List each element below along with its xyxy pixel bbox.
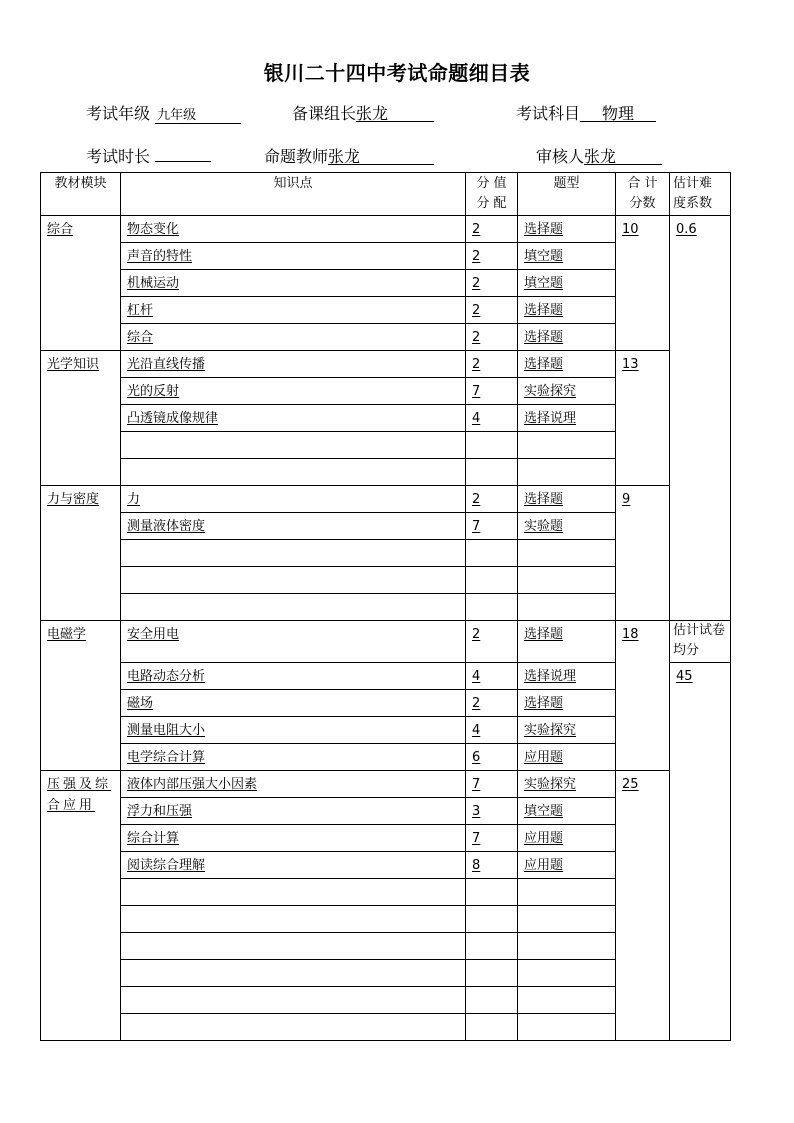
module-cell [41,771,121,1041]
page-title: 银川二十四中考试命题细目表 [263,61,531,85]
type-cell [518,690,616,717]
knowledge-cell [121,486,466,513]
grade-value: 九年级 [155,108,241,124]
score-cell [466,567,518,594]
score-cell [466,459,518,486]
type-text: 选择题 [524,303,564,318]
score-text: 4 [472,669,481,684]
knowledge-text: 阅读综合理解 [127,858,206,873]
type-cell [518,879,616,906]
score-text: 7 [472,777,481,792]
type-text: 选择说理 [524,411,577,426]
col-type: 题型 [518,173,616,216]
col-score-line1: 分 值 [476,176,507,191]
reviewer-field [536,144,662,167]
table-row [41,351,731,378]
knowledge-text: 电路动态分析 [127,669,206,684]
knowledge-cell [121,432,466,459]
type-cell [518,621,616,663]
knowledge-cell [121,879,466,906]
score-cell [466,513,518,540]
subject-value: 物理 [580,106,656,122]
score-text: 2 [472,330,481,345]
type-text: 应用题 [524,831,564,846]
score-cell [466,717,518,744]
type-cell [518,270,616,297]
score-cell [466,216,518,243]
knowledge-text: 浮力和压强 [127,804,193,819]
col-knowledge: 知识点 [121,173,466,216]
table-header-row [41,173,731,216]
table-row [41,216,731,243]
knowledge-cell [121,243,466,270]
type-text: 选择题 [524,627,564,642]
knowledge-cell [121,798,466,825]
avg-value: 45 [676,669,693,684]
type-cell [518,405,616,432]
score-text: 6 [472,750,481,765]
knowledge-cell [121,825,466,852]
knowledge-text: 光的反射 [127,384,180,399]
type-cell [518,567,616,594]
type-cell [518,297,616,324]
module-cell [41,351,121,486]
avg-value-cell [670,663,731,1041]
subject-field [516,101,656,124]
knowledge-cell [121,540,466,567]
total-text: 25 [622,777,639,792]
col-total-line1: 合 计 [627,176,658,191]
type-text: 选择题 [524,330,564,345]
total-text: 13 [622,357,639,372]
col-module: 教材模块 [41,173,121,216]
type-cell [518,486,616,513]
knowledge-cell [121,906,466,933]
module-cell [41,621,121,771]
knowledge-text: 声音的特性 [127,249,193,264]
type-text: 实验探究 [524,777,577,792]
grade-label: 考试年级 [86,104,151,123]
score-text: 3 [472,804,481,819]
type-cell [518,459,616,486]
knowledge-cell [121,621,466,663]
type-cell [518,825,616,852]
type-cell [518,432,616,459]
type-cell [518,771,616,798]
knowledge-cell [121,663,466,690]
type-cell [518,540,616,567]
knowledge-cell [121,324,466,351]
score-cell [466,933,518,960]
type-text: 填空题 [524,249,564,264]
knowledge-cell [121,690,466,717]
score-text: 7 [472,519,481,534]
col-difficulty-line1: 估计难 [673,176,713,191]
knowledge-cell [121,771,466,798]
score-text: 2 [472,357,481,372]
knowledge-cell [121,405,466,432]
table-row [41,486,731,513]
knowledge-text: 凸透镜成像规律 [127,411,219,426]
grade-field [86,101,241,124]
type-cell [518,852,616,879]
knowledge-text: 机械运动 [127,276,180,291]
score-text: 7 [472,384,481,399]
score-cell [466,621,518,663]
score-text: 2 [472,276,481,291]
module-name: 力与密度 [47,492,100,507]
knowledge-cell [121,351,466,378]
score-cell [466,243,518,270]
col-difficulty-line2: 度系数 [673,196,713,211]
type-text: 实验题 [524,519,564,534]
score-cell [466,771,518,798]
score-text: 2 [472,222,481,237]
score-cell [466,987,518,1014]
score-cell [466,540,518,567]
type-text: 实验探究 [524,384,577,399]
knowledge-cell [121,987,466,1014]
score-cell [466,825,518,852]
setter-field [264,144,434,167]
duration-label: 考试时长 [86,147,151,166]
knowledge-text: 物态变化 [127,222,180,237]
group-leader-field [292,101,434,124]
total-cell [616,771,670,1041]
setter-label: 命题教师 [264,147,329,166]
score-cell [466,960,518,987]
total-cell [616,216,670,351]
knowledge-text: 杠杆 [127,303,154,318]
score-cell [466,486,518,513]
score-cell [466,690,518,717]
score-text: 2 [472,696,481,711]
group-leader-label: 备课组长 [292,104,357,123]
col-total [616,173,670,216]
type-cell [518,798,616,825]
knowledge-cell [121,216,466,243]
type-cell [518,216,616,243]
col-total-line2: 分数 [629,196,656,211]
type-cell [518,351,616,378]
type-text: 选择题 [524,357,564,372]
type-cell [518,663,616,690]
type-cell [518,1014,616,1041]
score-cell [466,663,518,690]
type-text: 选择题 [524,696,564,711]
col-score-line2: 分 配 [476,196,507,211]
knowledge-text: 液体内部压强大小因素 [127,777,258,792]
type-cell [518,960,616,987]
exam-spec-table [40,172,731,1041]
module-cell [41,486,121,621]
type-text: 填空题 [524,276,564,291]
col-score [466,173,518,216]
type-cell [518,717,616,744]
table-row [41,771,731,798]
type-cell [518,378,616,405]
duration-value [155,146,211,162]
knowledge-text: 综合计算 [127,831,180,846]
knowledge-text: 磁场 [127,696,154,711]
score-cell [466,594,518,621]
type-text: 选择题 [524,222,564,237]
type-cell [518,324,616,351]
score-cell [466,798,518,825]
type-cell [518,933,616,960]
module-name: 压强及综合应用 [47,777,112,813]
score-text: 4 [472,411,481,426]
subject-label: 考试科目 [516,104,581,123]
knowledge-cell [121,933,466,960]
score-cell [466,906,518,933]
knowledge-cell [121,717,466,744]
score-cell [466,744,518,771]
module-name: 综合 [47,222,74,237]
module-cell [41,216,121,351]
type-cell [518,987,616,1014]
knowledge-cell [121,378,466,405]
score-cell [466,405,518,432]
total-text: 18 [622,627,639,642]
difficulty-cell [670,216,731,621]
knowledge-text: 力 [127,492,141,507]
difficulty-value: 0.6 [676,222,697,237]
knowledge-cell [121,297,466,324]
type-cell [518,744,616,771]
score-text: 2 [472,492,481,507]
total-cell [616,351,670,486]
type-text: 选择说理 [524,669,577,684]
score-cell [466,432,518,459]
type-cell [518,513,616,540]
table-row [41,621,731,663]
type-cell [518,906,616,933]
duration-field [86,144,211,167]
avg-label-cell [670,621,731,663]
type-cell [518,243,616,270]
score-cell [466,351,518,378]
score-cell [466,378,518,405]
type-text: 应用题 [524,750,564,765]
score-text: 7 [472,831,481,846]
knowledge-text: 测量液体密度 [127,519,206,534]
knowledge-cell [121,594,466,621]
module-name: 电磁学 [47,627,87,642]
score-cell [466,324,518,351]
score-cell [466,852,518,879]
total-text: 10 [622,222,639,237]
total-cell [616,621,670,771]
score-cell [466,1014,518,1041]
col-difficulty [670,173,731,216]
avg-label: 估计试卷均分 [673,623,726,658]
knowledge-text: 电学综合计算 [127,750,206,765]
score-text: 8 [472,858,481,873]
knowledge-text: 综合 [127,330,154,345]
score-cell [466,270,518,297]
table-body [41,216,731,1041]
knowledge-text: 安全用电 [127,627,180,642]
knowledge-text: 测量电阻大小 [127,723,206,738]
score-text: 2 [472,627,481,642]
type-text: 应用题 [524,858,564,873]
type-text: 选择题 [524,492,564,507]
knowledge-cell [121,744,466,771]
type-text: 实验探究 [524,723,577,738]
group-leader-value: 张龙 [356,106,434,122]
knowledge-cell [121,513,466,540]
reviewer-label: 审核人 [536,147,585,166]
knowledge-cell [121,459,466,486]
module-name: 光学知识 [47,357,100,372]
knowledge-cell [121,270,466,297]
total-cell [616,486,670,621]
knowledge-text: 光沿直线传播 [127,357,206,372]
setter-value: 张龙 [328,149,434,165]
score-cell [466,879,518,906]
knowledge-cell [121,567,466,594]
knowledge-cell [121,852,466,879]
score-cell [466,297,518,324]
knowledge-cell [121,1014,466,1041]
score-text: 2 [472,303,481,318]
knowledge-cell [121,960,466,987]
type-cell [518,594,616,621]
score-text: 2 [472,249,481,264]
total-text: 9 [622,492,631,507]
reviewer-value: 张龙 [584,149,662,165]
type-text: 填空题 [524,804,564,819]
score-text: 4 [472,723,481,738]
